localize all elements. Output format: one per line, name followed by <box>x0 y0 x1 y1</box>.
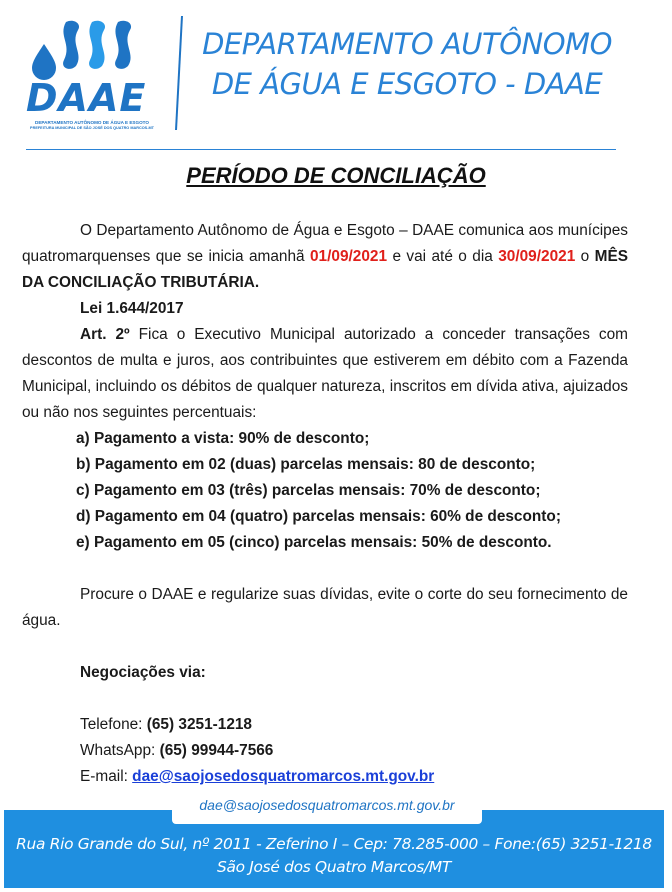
whatsapp-number: (65) 99944-7566 <box>159 742 274 759</box>
intro-text-2: e vai até o dia <box>387 248 499 265</box>
discount-item: d) Pagamento em 04 (quatro) parcelas mensais: 60% de desconto; <box>76 508 561 525</box>
header-horizontal-rule <box>26 149 616 150</box>
email-line <box>22 764 628 790</box>
article-text: Fica o Executivo Municipal autorizado a conceder transações com descontos de multa e juros, aos contribuintes que estiverem em débito com a Fazenda Municipal, incluindo os débitos de qualquer natureza, inscritos em dívida ativa, ajuizados ou não nos seguintes percentuais: <box>22 326 628 421</box>
intro-text-3: o <box>575 248 595 265</box>
department-title-line2: DE ÁGUA E ESGOTO - DAAE <box>211 67 603 101</box>
discount-item: b) Pagamento em 02 (duas) parcelas mensais: 80 de desconto; <box>76 456 536 473</box>
logo-wordmark: DAAE <box>26 76 147 120</box>
daae-logo <box>18 14 158 132</box>
phone-number: (65) 3251-1218 <box>146 716 252 733</box>
email-link[interactable]: dae@saojosedosquatromarcos.mt.gov.br <box>132 768 435 785</box>
article-label: Art. 2º <box>80 326 130 343</box>
email-label: E-mail: <box>80 768 133 785</box>
department-title-line1: DEPARTAMENTO AUTÔNOMO <box>202 27 612 61</box>
document-title: PERÍODO DE CONCILIAÇÃO <box>186 163 486 188</box>
start-date: 01/09/2021 <box>310 248 388 265</box>
header-vertical-divider <box>175 16 183 130</box>
law-reference: Lei 1.644/2017 <box>80 300 184 317</box>
footer-email[interactable]: dae@saojosedosquatromarcos.mt.gov.br <box>172 794 482 824</box>
closing-paragraph: Procure o DAAE e regularize suas dívidas, evite o corte do seu fornecimento de água. <box>22 586 628 629</box>
discount-item: a) Pagamento a vista: 90% de desconto; <box>76 430 370 447</box>
department-title <box>192 24 622 104</box>
intro-paragraph <box>22 218 628 296</box>
discount-item: c) Pagamento em 03 (três) parcelas mensais: 70% de desconto; <box>76 482 541 499</box>
intro-text: O Departamento Autônomo de Água e Esgoto – DAAE comunica aos munícipes quatromarquenses que se inicia amanhã <box>22 222 628 265</box>
logo-subtitle: DEPARTAMENTO AUTÔNOMO DE ÁGUA E ESGOTO <box>35 120 149 125</box>
discount-item: e) Pagamento em 05 (cinco) parcelas mensais: 50% de desconto. <box>76 534 552 551</box>
water-drop-wave-icon <box>18 14 158 84</box>
phone-label: Telefone: <box>80 716 147 733</box>
footer-address: Rua Rio Grande do Sul, nº 2011 - Zeferino I – Cep: 78.285-000 – Fone:(65) 3251-1218 <box>16 835 652 853</box>
footer-city: São José dos Quatro Marcos/MT <box>216 858 451 876</box>
negotiation-label: Negociações via: <box>80 664 206 681</box>
whatsapp-label: WhatsApp: <box>80 742 160 759</box>
letterhead <box>0 0 672 150</box>
phone-line <box>22 712 628 738</box>
document-body <box>22 218 628 842</box>
end-date: 30/09/2021 <box>498 248 576 265</box>
article-paragraph <box>22 322 628 426</box>
logo-subtitle-small: PREFEITURA MUNICIPAL DE SÃO JOSÉ DOS QUATRO MARCOS-MT <box>30 126 154 130</box>
whatsapp-line <box>22 738 628 764</box>
campaign-name: MÊS DA CONCILIAÇÃO TRIBUTÁRIA. <box>22 248 628 291</box>
